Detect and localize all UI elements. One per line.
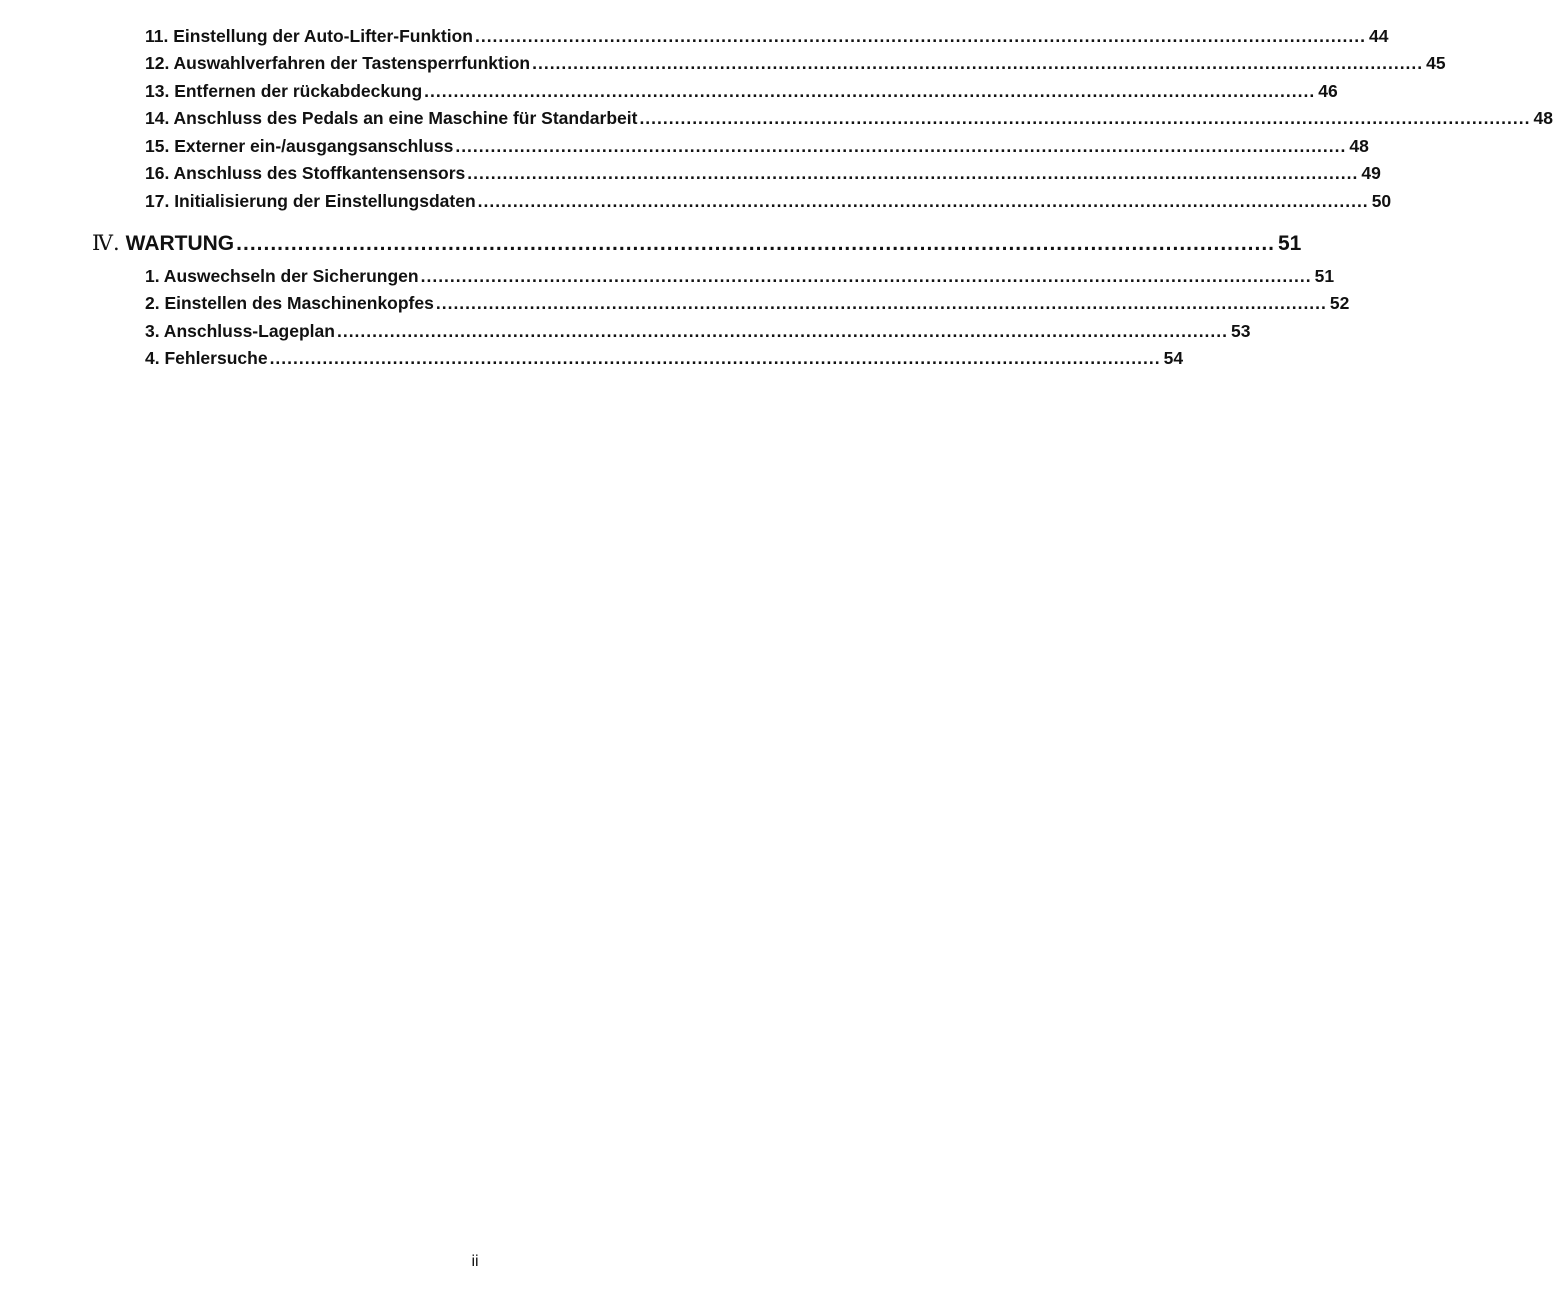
dot-leader: ........................................................................................................................................................ [435, 293, 1327, 313]
toc-entry[interactable] [145, 346, 1184, 370]
toc-entry-title: 14. Anschluss des Pedals an eine Maschine für Standarbeit [145, 108, 638, 128]
toc-chapter[interactable] [92, 228, 1302, 258]
toc-entry[interactable] [145, 161, 1381, 185]
toc-entry[interactable] [145, 79, 1338, 103]
dot-leader: ........................................................................................................................................................ [639, 108, 1531, 128]
toc-entry-title: 16. Anschluss des Stoffkantensensors [145, 163, 466, 183]
toc-entry-page: 52 [1329, 293, 1350, 313]
dot-leader: ........................................................................................................................................................ [455, 136, 1347, 156]
toc-entry-page: 46 [1318, 81, 1338, 101]
toc-entry[interactable] [145, 134, 1369, 158]
toc-chapter-title [92, 228, 236, 259]
toc-entry[interactable] [145, 319, 1251, 343]
dot-leader: ........................................................................................................................................................ [477, 191, 1369, 211]
toc-entry-page: 49 [1361, 163, 1381, 183]
dot-leader: ........................................................................................................................................................ [474, 26, 1367, 46]
toc-entry-title: 11. Einstellung der Auto-Lifter-Funktion [145, 26, 473, 46]
dot-leader: ........................................................................................................................................................ [467, 163, 1359, 183]
toc-entry[interactable] [145, 264, 1335, 288]
toc-entry-title: 13. Entfernen der rückabdeckung [145, 81, 423, 101]
toc-entry-page: 50 [1371, 191, 1392, 211]
toc-entry-page: 51 [1314, 266, 1335, 286]
dot-leader: ........................................................................................................................................................ [336, 321, 1229, 341]
toc-entry-title: 3. Anschluss-Lageplan [145, 321, 335, 341]
page-number: ii [471, 1253, 479, 1270]
toc-entry-title: 2. Einstellen des Maschinenkopfes [145, 293, 434, 313]
toc-entry[interactable] [145, 24, 1389, 48]
toc-entry-page: 45 [1426, 53, 1446, 73]
toc-entry-title: 4. Fehlersuche [145, 348, 268, 368]
toc-entry-page: 53 [1231, 321, 1251, 341]
dot-leader: ........................................................................................................................................................ [236, 232, 1275, 255]
toc-entry[interactable] [145, 51, 1446, 75]
toc-entry-title: 1. Auswechseln der Sicherungen [145, 266, 419, 286]
dot-leader: ........................................................................................................................................................ [269, 348, 1161, 368]
toc-entry-title: 15. Externer ein-/ausgangsanschluss [145, 136, 454, 156]
chapter-title: WARTUNG [125, 232, 235, 255]
dot-leader: ........................................................................................................................................................ [424, 81, 1316, 101]
toc-entry[interactable] [145, 189, 1392, 213]
toc-entry-title: 17. Initialisierung der Einstellungsdaten [145, 191, 476, 211]
toc-entry-page: 48 [1349, 136, 1369, 156]
toc-chapter-page: 51 [1278, 232, 1302, 255]
toc-entry-page: 44 [1369, 26, 1389, 46]
chapter-numeral: Ⅳ. [92, 231, 120, 255]
toc-entry-page: 54 [1163, 348, 1184, 368]
dot-leader: ........................................................................................................................................................ [420, 266, 1312, 286]
toc-entry[interactable] [145, 106, 1553, 130]
toc-entry-title: 12. Auswahlverfahren der Tastensperrfunktion [145, 53, 531, 73]
toc-entry[interactable] [145, 291, 1350, 315]
toc-entry-page: 48 [1533, 108, 1553, 128]
dot-leader: ........................................................................................................................................................ [532, 53, 1424, 73]
